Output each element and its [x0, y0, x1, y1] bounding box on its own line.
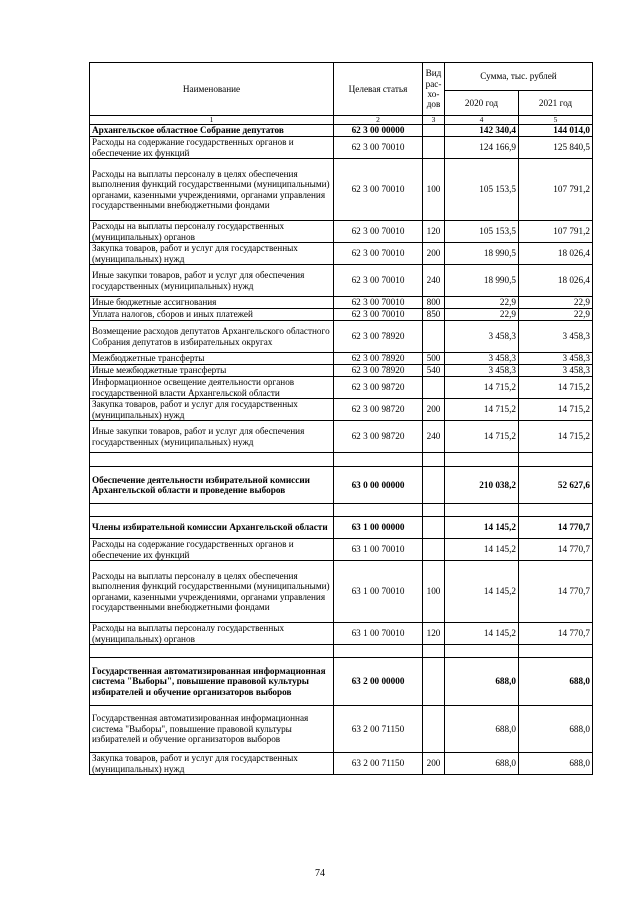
cell-name: Межбюджетные трансферты: [90, 353, 334, 365]
cell-v2021: 14 770,7: [519, 539, 593, 561]
cell-v2021: [519, 453, 593, 467]
cell-v2021: 22,9: [519, 309, 593, 321]
cell-code: 62 3 00 98720: [334, 421, 423, 453]
cell-name: Расходы на содержание государственных органов и обеспечение их функций: [90, 539, 334, 561]
cell-type: 120: [423, 221, 445, 243]
cell-name: Информационное освещение деятельности органов государственной власти Архангельской области: [90, 377, 334, 399]
cell-name: Обеспечение деятельности избирательной комиссии Архангельской области и проведение выборов: [90, 467, 334, 504]
cell-code: 63 2 00 71150: [334, 753, 423, 775]
cell-code: 63 1 00 70010: [334, 561, 423, 623]
cell-name: Закупка товаров, работ и услуг для государственных (муниципальных) нужд: [90, 243, 334, 265]
header-name: Наименование: [90, 63, 334, 116]
spacer-row: [90, 453, 593, 467]
cell-code: 62 3 00 98720: [334, 377, 423, 399]
cell-v2021: 14 770,7: [519, 517, 593, 539]
table-row: [90, 243, 593, 265]
cell-code: 62 3 00 78920: [334, 365, 423, 377]
cell-v2021: 3 458,3: [519, 321, 593, 353]
cell-v2020: 210 038,2: [445, 467, 519, 504]
cell-v2020: [445, 453, 519, 467]
table-row: [90, 623, 593, 645]
cell-type: 540: [423, 365, 445, 377]
cell-type: 240: [423, 265, 445, 297]
cell-type: [423, 517, 445, 539]
header-row: [90, 63, 593, 91]
cell-v2020: 688,0: [445, 658, 519, 706]
cell-v2021: 688,0: [519, 706, 593, 753]
cell-code: 63 1 00 00000: [334, 517, 423, 539]
cell-type: [423, 504, 445, 517]
cell-type: [423, 467, 445, 504]
cell-v2021: 107 791,2: [519, 221, 593, 243]
cell-name: Иные закупки товаров, работ и услуг для обеспечения государственных (муниципальных) нужд: [90, 265, 334, 297]
cell-name: Расходы на содержание государственных органов и обеспечение их функций: [90, 137, 334, 159]
cell-name: Члены избирательной комиссии Архангельской области: [90, 517, 334, 539]
cell-code: 62 3 00 70010: [334, 137, 423, 159]
cell-code: 62 3 00 78920: [334, 321, 423, 353]
cell-name: [90, 504, 334, 517]
cell-code: 62 3 00 70010: [334, 309, 423, 321]
cell-v2020: 14 715,2: [445, 399, 519, 421]
cell-v2020: 105 153,5: [445, 221, 519, 243]
cell-type: 240: [423, 421, 445, 453]
cell-v2020: 18 990,5: [445, 265, 519, 297]
cell-type: [423, 706, 445, 753]
cell-v2021: 14 715,2: [519, 377, 593, 399]
cell-v2021: 14 770,7: [519, 623, 593, 645]
cell-code: 62 3 00 70010: [334, 297, 423, 309]
spacer-row: [90, 504, 593, 517]
cell-v2020: 14 145,2: [445, 517, 519, 539]
table-row: [90, 309, 593, 321]
cell-v2020: 22,9: [445, 309, 519, 321]
table-row: [90, 159, 593, 221]
header-code: Целевая статья: [334, 63, 423, 116]
table-row: [90, 658, 593, 706]
table-row: [90, 365, 593, 377]
column-number: 5: [519, 116, 593, 125]
cell-v2020: 688,0: [445, 753, 519, 775]
cell-v2021: 14 770,7: [519, 561, 593, 623]
cell-type: [423, 125, 445, 137]
cell-type: 850: [423, 309, 445, 321]
header-year-2020: 2020 год: [445, 91, 519, 116]
cell-type: 120: [423, 623, 445, 645]
table-row: [90, 467, 593, 504]
budget-table: [89, 62, 593, 775]
table-row: [90, 517, 593, 539]
table-row: [90, 297, 593, 309]
cell-code: 63 1 00 70010: [334, 623, 423, 645]
cell-type: 100: [423, 159, 445, 221]
cell-name: Расходы на выплаты персоналу государственных (муниципальных) органов: [90, 623, 334, 645]
cell-type: 200: [423, 399, 445, 421]
cell-type: 200: [423, 243, 445, 265]
cell-name: Государственная автоматизированная информационная система "Выборы", повышение правовой культуры избирателей и обучение организаторов выборов: [90, 658, 334, 706]
table-row: [90, 125, 593, 137]
header-type: Вид рас- хо- дов: [423, 63, 445, 116]
cell-code: 62 3 00 78920: [334, 353, 423, 365]
cell-v2021: 18 026,4: [519, 265, 593, 297]
cell-v2020: 14 715,2: [445, 421, 519, 453]
cell-name: Иные бюджетные ассигнования: [90, 297, 334, 309]
cell-v2021: 688,0: [519, 658, 593, 706]
cell-code: 62 3 00 00000: [334, 125, 423, 137]
cell-v2020: 14 145,2: [445, 623, 519, 645]
column-number-row: [90, 116, 593, 125]
table-row: [90, 539, 593, 561]
cell-name: [90, 453, 334, 467]
column-number: 4: [445, 116, 519, 125]
cell-v2021: 14 715,2: [519, 399, 593, 421]
cell-type: [423, 377, 445, 399]
cell-v2021: [519, 645, 593, 658]
cell-name: Архангельское областное Собрание депутатов: [90, 125, 334, 137]
cell-v2020: [445, 504, 519, 517]
cell-name: Иные межбюджетные трансферты: [90, 365, 334, 377]
table-row: [90, 221, 593, 243]
cell-v2021: 3 458,3: [519, 353, 593, 365]
cell-name: Расходы на выплаты персоналу в целях обеспечения выполнения функций государственными (муниципальными) органами, казенными учреждениями, органами управления государственными внебюджетными фондами: [90, 561, 334, 623]
cell-v2021: 144 014,0: [519, 125, 593, 137]
cell-name: Расходы на выплаты персоналу государственных (муниципальных) органов: [90, 221, 334, 243]
column-number: 1: [90, 116, 334, 125]
table-row: [90, 321, 593, 353]
budget-table-body: [90, 63, 593, 775]
cell-code: 62 3 00 70010: [334, 221, 423, 243]
table-row: [90, 265, 593, 297]
column-number: 3: [423, 116, 445, 125]
cell-code: 62 3 00 70010: [334, 265, 423, 297]
cell-v2021: 3 458,3: [519, 365, 593, 377]
header-year-2021: 2021 год: [519, 91, 593, 116]
cell-v2021: 18 026,4: [519, 243, 593, 265]
cell-v2020: 18 990,5: [445, 243, 519, 265]
cell-code: [334, 645, 423, 658]
table-row: [90, 706, 593, 753]
table-row: [90, 753, 593, 775]
cell-code: 62 3 00 98720: [334, 399, 423, 421]
cell-type: [423, 321, 445, 353]
cell-type: 200: [423, 753, 445, 775]
cell-code: 63 1 00 70010: [334, 539, 423, 561]
cell-code: 63 0 00 00000: [334, 467, 423, 504]
table-row: [90, 399, 593, 421]
cell-v2020: 142 340,4: [445, 125, 519, 137]
cell-v2021: 125 840,5: [519, 137, 593, 159]
cell-name: [90, 645, 334, 658]
table-row: [90, 137, 593, 159]
cell-code: 63 2 00 00000: [334, 658, 423, 706]
cell-v2021: [519, 504, 593, 517]
column-number: 2: [334, 116, 423, 125]
cell-v2021: 22,9: [519, 297, 593, 309]
cell-type: [423, 137, 445, 159]
spacer-row: [90, 645, 593, 658]
cell-type: 800: [423, 297, 445, 309]
header-sum: Сумма, тыс. рублей: [445, 63, 593, 91]
cell-v2020: 688,0: [445, 706, 519, 753]
table-row: [90, 353, 593, 365]
cell-type: [423, 645, 445, 658]
cell-v2021: 107 791,2: [519, 159, 593, 221]
table-row: [90, 377, 593, 399]
cell-type: 500: [423, 353, 445, 365]
cell-name: Закупка товаров, работ и услуг для государственных (муниципальных) нужд: [90, 753, 334, 775]
table-row: [90, 561, 593, 623]
cell-type: [423, 658, 445, 706]
cell-name: Закупка товаров, работ и услуг для государственных (муниципальных) нужд: [90, 399, 334, 421]
cell-v2020: 22,9: [445, 297, 519, 309]
cell-v2020: 14 145,2: [445, 561, 519, 623]
cell-v2021: 52 627,6: [519, 467, 593, 504]
cell-code: 63 2 00 71150: [334, 706, 423, 753]
cell-v2020: 14 715,2: [445, 377, 519, 399]
cell-name: Государственная автоматизированная информационная система "Выборы", повышение правовой культуры избирателей и обучение организаторов выборов: [90, 706, 334, 753]
cell-v2020: [445, 645, 519, 658]
cell-v2021: 14 715,2: [519, 421, 593, 453]
cell-v2021: 688,0: [519, 753, 593, 775]
cell-name: Возмещение расходов депутатов Архангельского областного Собрания депутатов в избирательных округах: [90, 321, 334, 353]
cell-type: [423, 539, 445, 561]
cell-v2020: 3 458,3: [445, 321, 519, 353]
cell-type: 100: [423, 561, 445, 623]
cell-name: Иные закупки товаров, работ и услуг для обеспечения государственных (муниципальных) нужд: [90, 421, 334, 453]
cell-v2020: 105 153,5: [445, 159, 519, 221]
cell-code: 62 3 00 70010: [334, 159, 423, 221]
cell-v2020: 124 166,9: [445, 137, 519, 159]
page-number: 74: [315, 868, 325, 879]
cell-v2020: 3 458,3: [445, 365, 519, 377]
table-row: [90, 421, 593, 453]
cell-type: [423, 453, 445, 467]
cell-v2020: 14 145,2: [445, 539, 519, 561]
cell-code: 62 3 00 70010: [334, 243, 423, 265]
cell-name: Расходы на выплаты персоналу в целях обеспечения выполнения функций государственными (муниципальными) органами, казенными учреждениями, органами управления государственными внебюджетными фондами: [90, 159, 334, 221]
cell-code: [334, 453, 423, 467]
cell-code: [334, 504, 423, 517]
cell-v2020: 3 458,3: [445, 353, 519, 365]
cell-name: Уплата налогов, сборов и иных платежей: [90, 309, 334, 321]
